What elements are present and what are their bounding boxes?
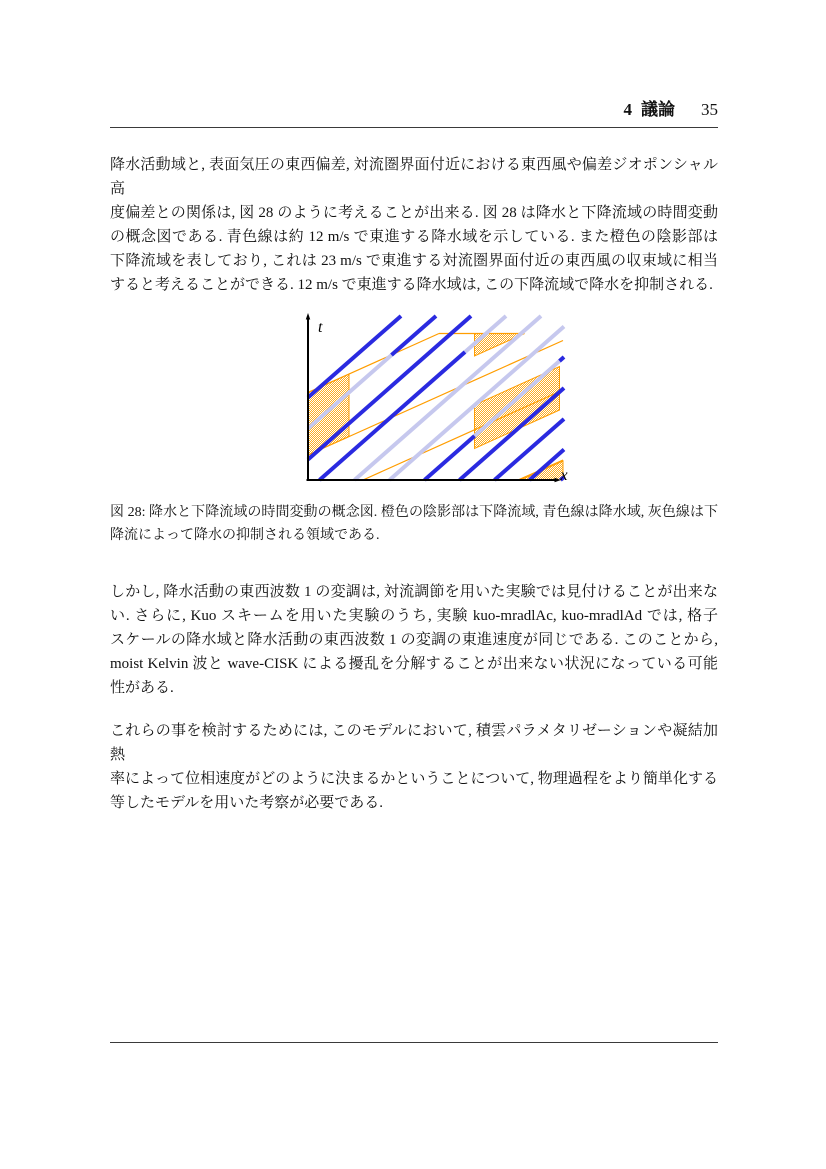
precipitation-line bbox=[392, 316, 437, 355]
text-line: 下降流域を表しており, これは 23 m/s で東進する対流圏界面付近の東西風の収束域に相当 bbox=[110, 253, 718, 269]
section-title: 議論 bbox=[641, 100, 675, 119]
page-number: 35 bbox=[701, 100, 718, 119]
caption-line: 図 28: 降水と下降流域の時間変動の概念図. 橙色の陰影部は下降流域, 青色線は降水域, 灰色線は下 bbox=[110, 505, 718, 520]
footer-rule bbox=[110, 1042, 718, 1043]
text-line: すると考えることができる. 12 m/s で東進する降水域は, この下降流域で降水を抑制される. bbox=[110, 277, 713, 293]
text-line: スケールの降水域と降水活動の東西波数 1 の変調の東進速度が同じである. このことから, bbox=[110, 632, 718, 648]
running-head bbox=[110, 95, 718, 128]
text-line: 率によって位相速度がどのように決まるかということについて, 物理過程をより簡単化する bbox=[110, 771, 718, 787]
paragraph-1 bbox=[110, 153, 718, 297]
text-line: 度偏差との関係は, 図 28 のように考えることが出来る. 図 28 は降水と下降流域の時間変動 bbox=[110, 205, 718, 221]
text-column bbox=[110, 0, 718, 815]
paragraph-3 bbox=[110, 719, 718, 815]
text-line: い. さらに, Kuo スキームを用いた実験のうち, 実験 kuo-mradlAc, kuo-mradlAd では, 格子 bbox=[110, 608, 718, 624]
t-axis-arrow-icon bbox=[306, 313, 311, 320]
text-line: 等したモデルを用いた考察が必要である. bbox=[110, 795, 384, 811]
section-number: 4 bbox=[623, 100, 632, 119]
paragraph-2 bbox=[110, 580, 718, 700]
precipitation-line bbox=[560, 357, 565, 361]
caption-line: 降流によって降水の抑制される領域である. bbox=[110, 528, 380, 543]
t-axis-label: t bbox=[318, 319, 323, 336]
text-line: 性がある. bbox=[110, 680, 174, 696]
text-line: の概念図である. 青色線は約 12 m/s で東進する降水域を示している. また橙色の陰影部は bbox=[110, 229, 718, 245]
figure-line-layer bbox=[308, 316, 564, 480]
figure-28-caption bbox=[110, 501, 718, 547]
text-line: 降水活動域と, 表面気圧の東西偏差, 対流圏界面付近における東西風や偏差ジオポンシャル高 bbox=[110, 157, 718, 197]
x-axis-label: x bbox=[560, 467, 568, 484]
figure-28-diagram bbox=[293, 310, 573, 485]
downdraft-boundary-line bbox=[363, 390, 563, 480]
text-line: しかし, 降水活動の東西波数 1 の変調は, 対流調節を用いた実験では見付けることが出来な bbox=[110, 584, 718, 600]
figure-28 bbox=[293, 310, 573, 485]
text-line: これらの事を検討するためには, このモデルにおいて, 積雲パラメタリゼーションや凝結加熱 bbox=[110, 723, 718, 763]
text-line: moist Kelvin 波と wave-CISK による擾乱を分解することが出来ない状況になっている可能 bbox=[110, 656, 718, 672]
